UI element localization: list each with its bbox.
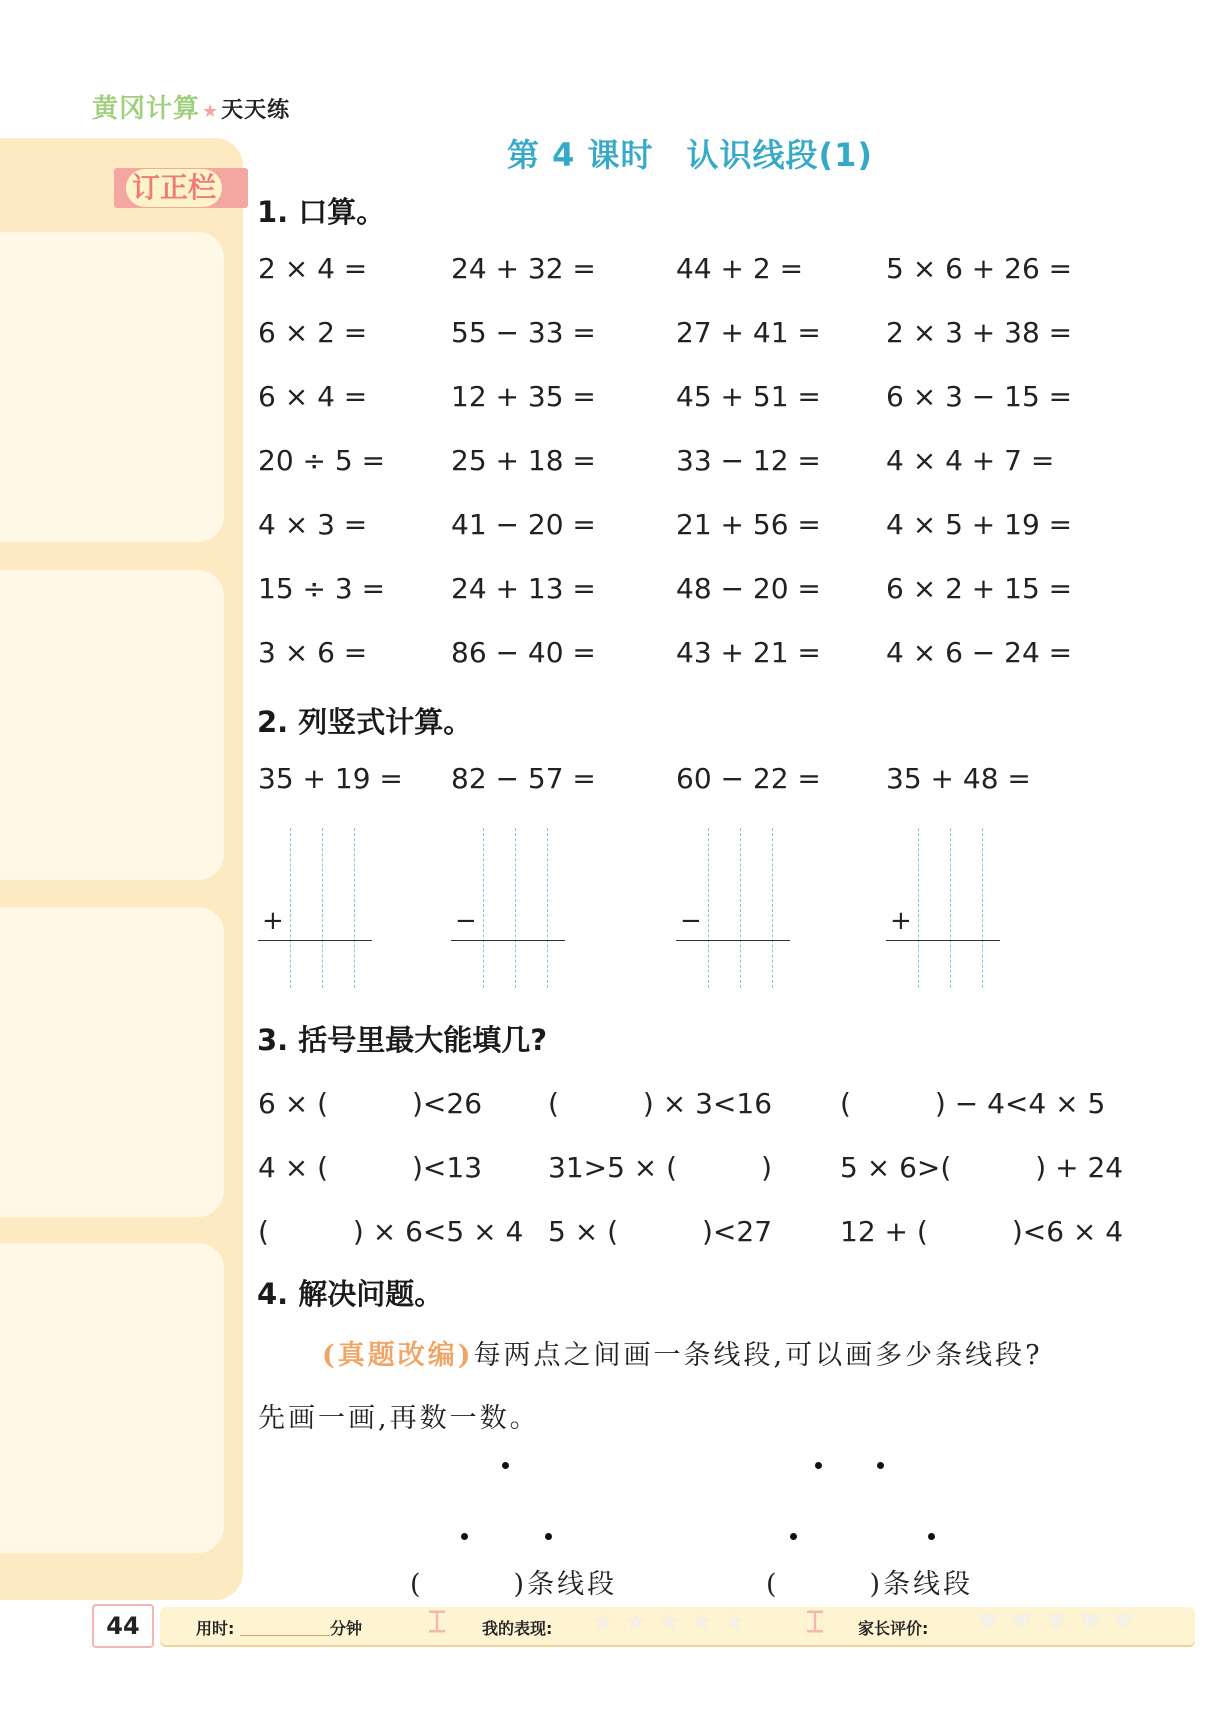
math-expression: 5 × 6 + 26 = [886,252,1073,285]
time-label: 用时: [196,1619,235,1638]
point [461,1533,468,1540]
bracket-inequality[interactable]: 12 + ( )<6 × 4 [840,1215,1124,1248]
heart-icon[interactable]: ♥ [978,1610,998,1635]
math-expression: 55 − 33 = [451,316,596,349]
bracket-inequality[interactable]: 4 × ( )<13 [258,1151,483,1184]
digit-column-guide [322,828,323,988]
sum-line [451,940,565,941]
sum-line [258,940,372,941]
operator-sign: − [680,906,702,936]
sum-line [676,940,790,941]
question-4-title: 4. 解决问题。 [257,1277,444,1311]
digit-column-guide [950,828,951,988]
digit-column-guide [918,828,919,988]
star-icon[interactable]: ★ [593,1610,613,1635]
math-expression: 4 × 3 = [258,508,368,541]
math-expression: 33 − 12 = [676,444,821,477]
digit-column-guide [515,828,516,988]
time-blank[interactable] [240,1634,330,1636]
point [815,1462,822,1469]
time-unit: 分钟 [330,1619,363,1638]
answer-left[interactable]: ( )条线段 [410,1569,618,1600]
math-expression: 24 + 32 = [451,252,596,285]
math-expression: 43 + 21 = [676,636,821,669]
bracket-inequality[interactable]: 6 × ( )<26 [258,1087,483,1120]
point [502,1462,509,1469]
bracket-inequality[interactable]: 5 × ( )<27 [548,1215,773,1248]
parent-label: 家长评价: [858,1619,929,1638]
performance-label: 我的表现: [482,1619,553,1638]
bracket-inequality[interactable]: 5 × 6>( ) + 24 [840,1151,1124,1184]
math-expression: 48 − 20 = [676,572,821,605]
correction-panel[interactable] [0,907,224,1217]
digit-column-guide [354,828,355,988]
math-expression: 27 + 41 = [676,316,821,349]
math-expression: 44 + 2 = [676,252,804,285]
math-expression: 4 × 5 + 19 = [886,508,1073,541]
digit-column-guide [740,828,741,988]
brand-logo [92,88,290,125]
math-expression: 6 × 4 = [258,380,368,413]
star-icon[interactable]: ★ [692,1610,712,1635]
heart-icon[interactable]: ♥ [1046,1610,1066,1635]
question-2-title: 2. 列竖式计算。 [257,705,473,739]
math-expression: 6 × 2 = [258,316,368,349]
bracket-inequality[interactable]: ( ) − 4<4 × 5 [840,1087,1106,1120]
math-expression: 6 × 2 + 15 = [886,572,1073,605]
math-expression: 20 ÷ 5 = [258,444,386,477]
question-1-title: 1. 口算。 [257,195,386,229]
point [790,1533,797,1540]
operator-sign: − [455,906,477,936]
star-icon: ★ [202,101,220,122]
digit-column-guide [547,828,548,988]
math-expression: 6 × 3 − 15 = [886,380,1073,413]
vertical-calc-expression: 35 + 48 = [886,762,1031,795]
question-3-title: 3. 括号里最大能填几? [257,1023,548,1057]
math-expression: 24 + 13 = [451,572,596,605]
bracket-inequality[interactable]: ( ) × 6<5 × 4 [258,1215,524,1248]
problem-statement: 每两点之间画一条线段,可以画多少条线段? [473,1340,1043,1371]
math-expression: 4 × 4 + 7 = [886,444,1055,477]
math-expression: 2 × 4 = [258,252,368,285]
operator-sign: + [262,906,284,936]
digit-column-guide [772,828,773,988]
math-expression: 21 + 56 = [676,508,821,541]
bracket-inequality[interactable]: 31>5 × ( ) [548,1151,773,1184]
math-expression: 25 + 18 = [451,444,596,477]
star-icon[interactable]: ★ [659,1610,679,1635]
operator-sign: + [890,906,912,936]
digit-column-guide [708,828,709,988]
problem-tag: (真题改编) [322,1340,474,1371]
math-expression: 45 + 51 = [676,380,821,413]
star-icon[interactable]: ★ [626,1610,646,1635]
vertical-calc-expression: 60 − 22 = [676,762,821,795]
math-expression: 41 − 20 = [451,508,596,541]
heart-icon[interactable]: ♥ [1080,1610,1100,1635]
divider-icon: ⌶ [428,1605,446,1640]
digit-column-guide [483,828,484,988]
heart-icon[interactable]: ♥ [1012,1610,1032,1635]
bracket-inequality[interactable]: ( ) × 3<16 [548,1087,773,1120]
math-expression: 15 ÷ 3 = [258,572,386,605]
point [928,1533,935,1540]
math-expression: 86 − 40 = [451,636,596,669]
math-expression: 2 × 3 + 38 = [886,316,1073,349]
correction-panel[interactable] [0,1243,224,1553]
brand-name: 黄冈计算 [92,94,201,124]
page-number: 44 [92,1604,154,1648]
heart-icon[interactable]: ♥ [1114,1610,1134,1635]
star-icon[interactable]: ★ [725,1610,745,1635]
point [545,1533,552,1540]
math-expression: 3 × 6 = [258,636,368,669]
correction-tab-label: 订正栏 [126,169,222,207]
vertical-calc-expression: 82 − 57 = [451,762,596,795]
problem-instruction: 先画一画,再数一数。 [258,1403,540,1434]
math-expression: 12 + 35 = [451,380,596,413]
sum-line [886,940,1000,941]
digit-column-guide [982,828,983,988]
problem-text [322,1333,1043,1372]
brand-subtitle: 天天练 [221,98,291,123]
point [877,1462,884,1469]
digit-column-guide [290,828,291,988]
correction-panel[interactable] [0,570,224,880]
math-expression: 4 × 6 − 24 = [886,636,1073,669]
correction-panel[interactable] [0,232,224,542]
lesson-title: 第 4 课时 认识线段(1) [506,136,874,174]
answer-right[interactable]: ( )条线段 [766,1569,974,1600]
divider-icon: ⌶ [806,1605,824,1640]
vertical-calc-expression: 35 + 19 = [258,762,403,795]
